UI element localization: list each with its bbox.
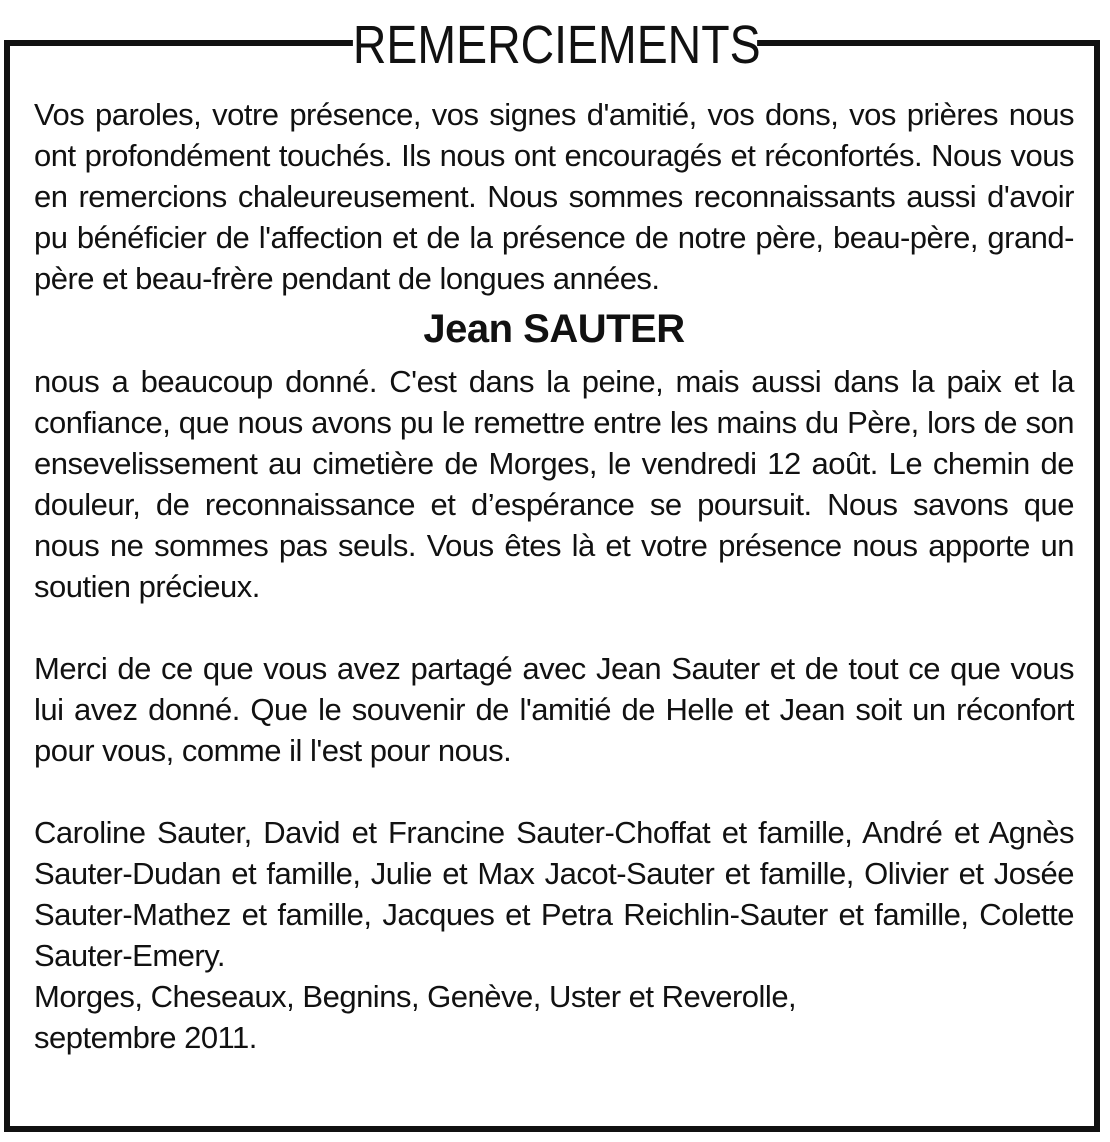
- notice-title: REMERCIEMENTS: [352, 15, 761, 75]
- notice-content: [34, 94, 1074, 1058]
- thanks-paragraph: Merci de ce que vous avez partagé avec Jean Sauter et de tout ce que vous lui avez donné. Que le souvenir de l'amitié de Helle et Jean soit un réconfort pour vous, comme il l'est pour nous.: [34, 651, 1074, 768]
- intro-paragraph: Vos paroles, votre présence, vos signes d'amitié, vos dons, vos prières nous ont profondément touchés. Ils nous ont encouragés et réconfortés. Nous vous en remercions chaleureusement. Nous sommes reconnaissants aussi d'avoir pu bénéficier de l'affection et de la présence de notre père, beau-père, grand-père et beau-frère pendant de longues années.: [34, 97, 1074, 296]
- spacer: [34, 771, 1074, 812]
- family-paragraph: Caroline Sauter, David et Francine Sauter-Choffat et famille, André et Agnès Sauter-Dudan et famille, Julie et Max Jacot-Sauter et famille, Olivier et Josée Sauter-Mathez et famille, Jacques et Petra Reichlin-Sauter et famille, Colette Sauter-Emery.: [34, 815, 1074, 973]
- date-line: septembre 2011.: [34, 1020, 257, 1055]
- deceased-name: Jean SAUTER: [423, 307, 685, 351]
- spacer: [34, 607, 1074, 648]
- body-paragraph: nous a beaucoup donné. C'est dans la peine, mais aussi dans la paix et la confiance, que nous avons pu le remettre entre les mains du Père, lors de son ensevelissement au cimetière de Morges, le vendredi 12 août. Le chemin de douleur, de reconnaissance et d’espérance se poursuit. Nous savons que nous ne sommes pas seuls. Vous êtes là et votre présence nous apporte un soutien précieux.: [34, 364, 1074, 604]
- places-line: Morges, Cheseaux, Begnins, Genève, Uster et Reverolle,: [34, 979, 797, 1014]
